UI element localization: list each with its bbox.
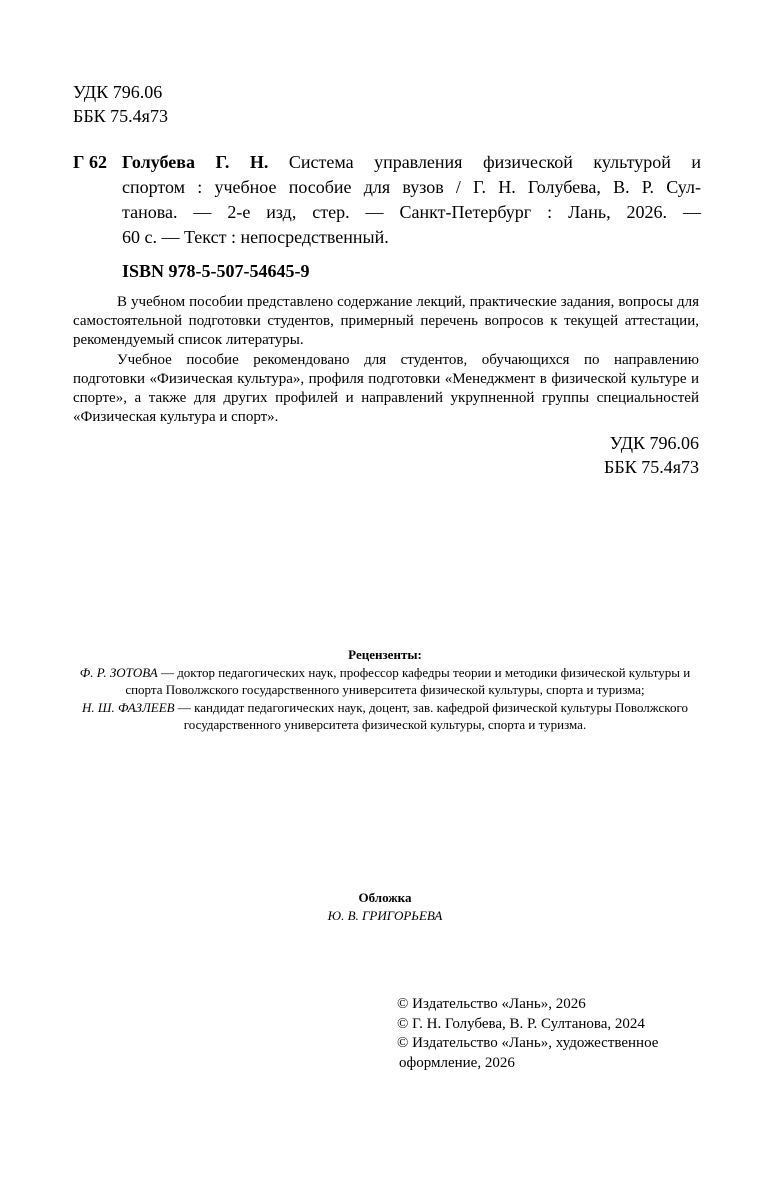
annotation-paragraph-1: В учебном пособии представлено содержание лекций, практические задания, вопросы для самостоятельной подготовки студентов, примерный перечень вопросов к текущей аттестации, рекомендуемый список литературы.	[73, 294, 699, 349]
udk-code-right: УДК 796.06	[609, 433, 699, 453]
reviewer-2-text: — кандидат педагогических наук, доцент, зав. кафедрой физической культуры Поволжского государственного университета физической культуры, спорта и туризма.	[174, 699, 688, 732]
reviewer-2	[73, 699, 697, 734]
classification-codes-right	[604, 431, 699, 479]
reviewers-section	[73, 646, 697, 734]
cover-designer: Ю. В. ГРИГОРЬЕВА	[327, 907, 443, 923]
author-name: Голубева Г. Н.	[122, 152, 269, 172]
bib-line-4: 60 с. — Текст : непосредственный.	[122, 227, 389, 247]
annotation	[73, 293, 699, 427]
book-title: Система управления физической культурой и	[268, 152, 701, 172]
author-sign: Г 62	[73, 152, 107, 172]
reviewer-1-name: Ф. Р. ЗОТОВА	[79, 664, 158, 680]
annotation-paragraph-2: Учебное пособие рекомендовано для студентов, обучающихся по направлению подготовки «Физическая культура», профиля подготовки «Менеджмент в физической культуре и спорте», а также для других профилей и направлений укрупненной группы специальностей «Физическая культура и спорт».	[73, 351, 699, 426]
classification-codes-top	[73, 80, 168, 128]
copyright-line-3: © Издательство «Лань», художественное	[397, 1035, 659, 1051]
catalog-entry	[73, 150, 701, 250]
cover-title: Обложка	[358, 890, 412, 905]
copyright-line-4: оформление, 2026	[399, 1054, 515, 1071]
copyright-block	[397, 995, 658, 1073]
cover-credit	[73, 889, 697, 924]
copyright-line-2: © Г. Н. Голубева, В. Р. Султанова, 2024	[397, 1015, 645, 1032]
bib-line-3: танова. — 2-е изд, стер. — Санкт-Петербург : Лань, 2026. —	[122, 202, 701, 222]
bib-line-2: спортом : учебное пособие для вузов / Г. Н. Голубева, В. Р. Сул-	[122, 177, 701, 197]
reviewer-1-text: — доктор педагогических наук, профессор кафедры теории и методики физической культуры и спорта Поволжского государственного университета физической культуры, спорта и туризма;	[125, 664, 691, 697]
bbk-code-right: ББК 75.4я73	[604, 457, 699, 477]
bbk-code: ББК 75.4я73	[73, 106, 168, 126]
udk-code: УДК 796.06	[73, 82, 163, 102]
reviewer-1	[73, 664, 697, 699]
bib-line-1	[122, 150, 701, 175]
isbn: ISBN 978-5-507-54645-9	[122, 261, 310, 281]
reviewer-2-name: Н. Ш. ФАЗЛЕЕВ	[82, 699, 175, 715]
copyright-line-1: © Издательство «Лань», 2026	[397, 996, 586, 1012]
bibliographic-description	[122, 150, 701, 250]
reviewers-title: Рецензенты:	[348, 647, 422, 662]
